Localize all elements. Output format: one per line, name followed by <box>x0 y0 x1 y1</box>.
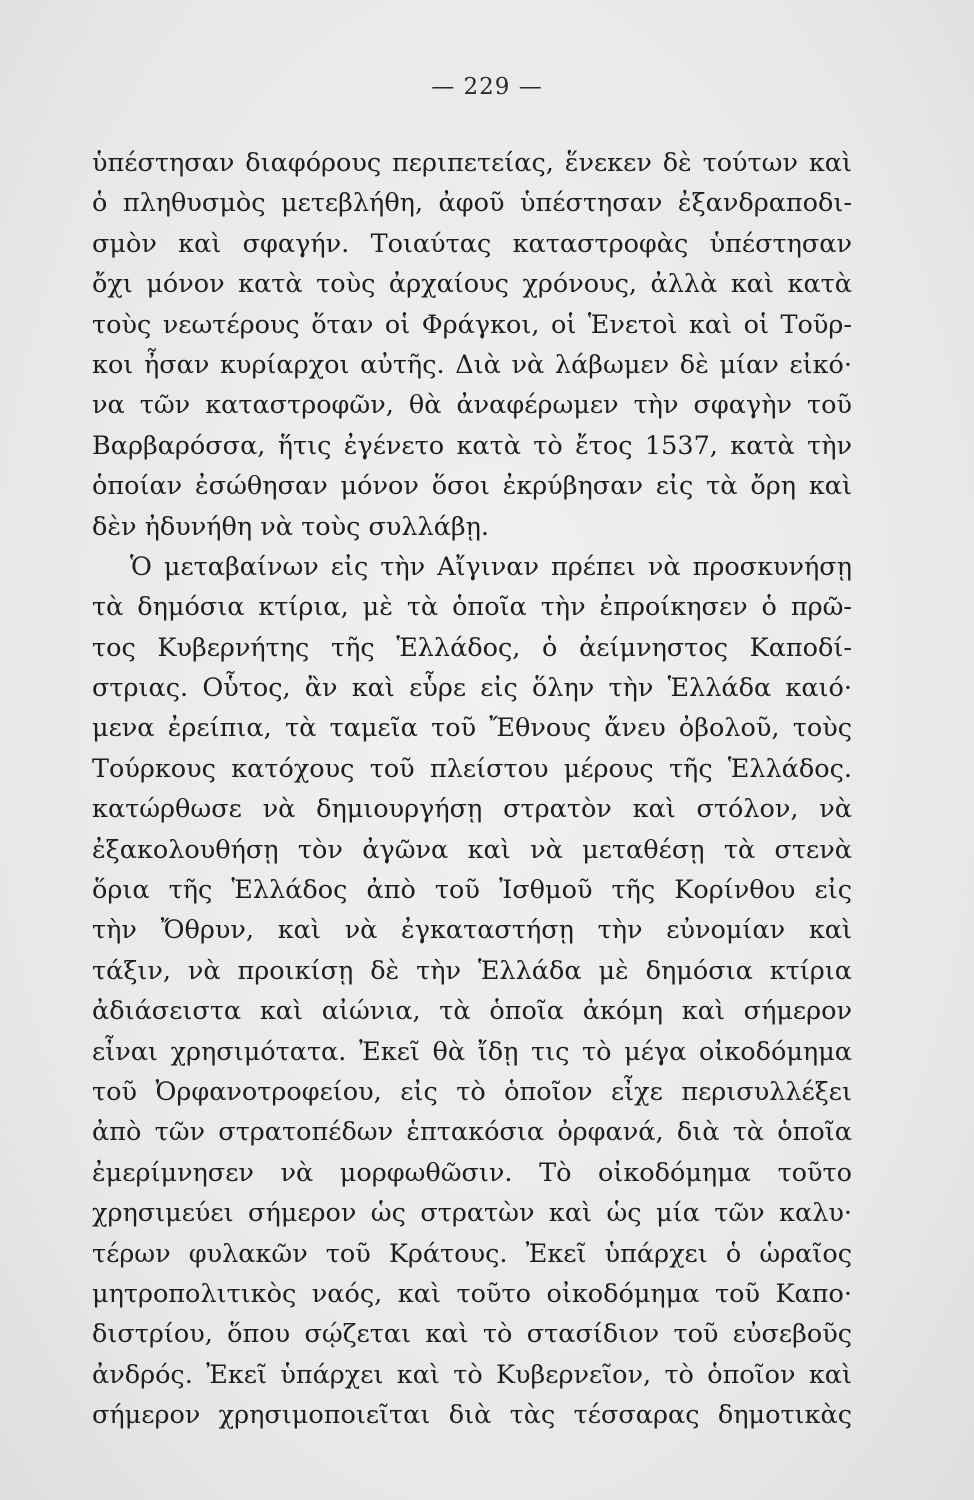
text-line: στριας. Οὗτος, ἂν καὶ εὗρε εἰς ὅλην τὴν Ἑλλάδα καιό· <box>92 673 852 704</box>
text-line: να τῶν καταστροφῶν, θὰ ἀναφέρωμεν τὴν σφαγὴν τοῦ <box>92 390 852 421</box>
text-line: εἶναι χρησιμότατα. Ἐκεῖ θὰ ἴδῃ τις τὸ μέγα οἰκοδόμημα <box>92 1036 852 1067</box>
text-line: τάξιν, νὰ προικίσῃ δὲ τὴν Ἑλλάδα μὲ δημόσια κτίρια <box>92 955 852 986</box>
text-line: διστρίου, ὅπου σῴζεται καὶ τὸ στασίδιον τοῦ εὐσεβοῦς <box>92 1319 852 1350</box>
text-line: Τούρκους κατόχους τοῦ πλείστου μέρους τῆς Ἑλλάδος. <box>92 753 852 784</box>
text-line: τος Κυβερνήτης τῆς Ἑλλάδος, ὁ ἀείμνηστος Καποδί- <box>92 632 852 663</box>
text-line: τὴν Ὄθρυν, καὶ νὰ ἐγκαταστήσῃ τὴν εὐνομίαν καὶ <box>92 915 852 946</box>
text-line: ὄχι μόνον κατὰ τοὺς ἀρχαίους χρόνους, ἀλλὰ καὶ κατὰ <box>92 269 852 300</box>
text-line: τέρων φυλακῶν τοῦ Κράτους. Ἐκεῖ ὑπάρχει ὁ ὡραῖος <box>92 1238 852 1269</box>
text-line: σμὸν καὶ σφαγήν. Τοιαύτας καταστροφὰς ὑπέστησαν <box>92 228 852 259</box>
text-line: μητροπολιτικὸς ναός, καὶ τοῦτο οἰκοδόμημα τοῦ Καπο· <box>92 1278 852 1309</box>
page-number: — 229 — <box>431 74 543 100</box>
text-line: κατώρθωσε νὰ δημιουργήσῃ στρατὸν καὶ στόλον, νὰ <box>92 794 852 825</box>
text-line: μενα ἐρείπια, τὰ ταμεῖα τοῦ Ἔθνους ἄνευ ὀβολοῦ, τοὺς <box>92 713 852 744</box>
text-line: χρησιμεύει σήμερον ὡς στρατὼν καὶ ὡς μία τῶν καλυ· <box>92 1198 852 1229</box>
text-line: ἐξακολουθήσῃ τὸν ἀγῶνα καὶ νὰ μεταθέσῃ τὰ στενὰ <box>92 834 852 865</box>
text-line: τοὺς νεωτέρους ὅταν οἱ Φράγκοι, οἱ Ἑνετοὶ καὶ οἱ Τοῦρ- <box>92 309 852 340</box>
text-line: ἀνδρός. Ἐκεῖ ὑπάρχει καὶ τὸ Κυβερνεῖον, τὸ ὁποῖον καὶ <box>92 1359 852 1390</box>
text-line: Ὁ μεταβαίνων εἰς τὴν Αἴγιναν πρέπει νὰ προσκυνήσῃ <box>130 551 852 582</box>
text-line: ὁποίαν ἐσώθησαν μόνον ὅσοι ἐκρύβησαν εἰς τὰ ὄρη καὶ <box>92 471 852 502</box>
text-line: ὑπέστησαν διαφόρους περιπετείας, ἕνεκεν δὲ τούτων καὶ <box>92 148 852 178</box>
text-line: ἀπὸ τῶν στρατοπέδων ἑπτακόσια ὀρφανά, διὰ τὰ ὁποῖα <box>92 1117 852 1148</box>
text-line: τὰ δημόσια κτίρια, μὲ τὰ ὁποῖα τὴν ἐπροίκησεν ὁ πρῶ- <box>92 592 852 623</box>
text-line: Βαρβαρόσσα, ἥτις ἐγένετο κατὰ τὸ ἔτος 1537, κατὰ τὴν <box>92 430 852 461</box>
text-line: ἐμερίμνησεν νὰ μορφωθῶσιν. Τὸ οἰκοδόμημα τοῦτο <box>92 1157 852 1188</box>
body-text <box>92 143 852 1436</box>
text-line: ἀδιάσειστα καὶ αἰώνια, τὰ ὁποῖα ἀκόμη καὶ σήμερον <box>92 996 852 1027</box>
text-line: σήμερον χρησιμοποιεῖται διὰ τὰς τέσσαρας δημοτικὰς <box>92 1400 852 1431</box>
text-line: ὁ πληθυσμὸς μετεβλήθη, ἀφοῦ ὑπέστησαν ἐξανδραποδι- <box>92 188 852 219</box>
text-line: κοι ἦσαν κυρίαρχοι αὐτῆς. Διὰ νὰ λάβωμεν δὲ μίαν εἰκό· <box>92 349 852 380</box>
text-line: ὅρια τῆς Ἑλλάδος ἀπὸ τοῦ Ἰσθμοῦ τῆς Κορίνθου εἰς <box>92 875 852 906</box>
text-line: δὲν ἠδυνήθη νὰ τοὺς συλλάβῃ. <box>92 511 490 542</box>
text-line: τοῦ Ὀρφανοτροφείου, εἰς τὸ ὁποῖον εἶχε περισυλλέξει <box>92 1076 852 1107</box>
